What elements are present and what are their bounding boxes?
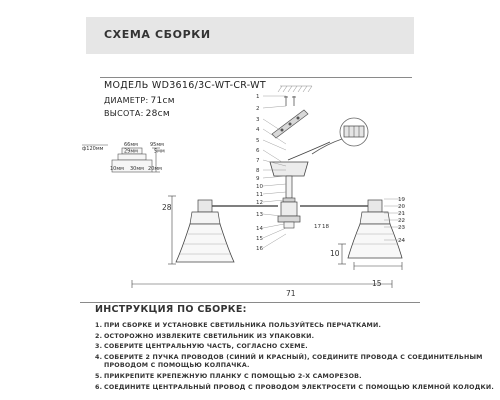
step-text: СОБЕРИТЕ ЦЕНТРАЛЬНУЮ ЧАСТЬ, СОГЛАСНО СХЕМЕ. <box>104 343 308 351</box>
part-number-label: 9 <box>256 176 260 182</box>
step-text: ПРИКРЕПИТЕ КРЕПЕЖНУЮ ПЛАНКУ С ПОМОЩЬЮ 2-Х САМОРЕЗОВ. <box>104 373 362 381</box>
dim-width: 71 <box>286 289 296 298</box>
dim-label: ф120мм <box>82 146 104 152</box>
dim-label: 95мм <box>150 142 164 148</box>
instruction-step <box>95 354 483 371</box>
leader-line <box>263 140 286 150</box>
power-wire <box>288 142 330 160</box>
divider <box>100 77 412 78</box>
part-number-label: 4 <box>256 127 260 133</box>
part-number-label: 13 <box>256 212 263 218</box>
leader-line <box>263 228 286 238</box>
step-text: ОСТОРОЖНО ИЗВЛЕКИТЕ СВЕТИЛЬНИК ИЗ УПАКОВКИ. <box>104 332 315 340</box>
instruction-step <box>95 333 425 341</box>
part-number-label: 21 <box>398 211 405 217</box>
leader-line <box>263 119 280 130</box>
step-number: 2. <box>95 332 103 340</box>
step-text: СОБЕРИТЕ 2 ПУЧКА ПРОВОДОВ (СИНИЙ И КРАСНЫЙ), СОЕДИНИТЕ ПРОВОДА С СОЕДИНИТЕЛЬНЫМ <box>104 354 483 362</box>
assembly-diagram-svg <box>72 84 414 300</box>
part-number-label: 2 <box>256 106 260 112</box>
height-label: ВЫСОТА: <box>104 109 144 118</box>
part-number-label: 17 <box>314 224 321 230</box>
height-value: 28см <box>145 109 170 119</box>
leader-line <box>263 224 284 228</box>
part-number-label: 10 <box>256 184 263 190</box>
part-number-label: 20 <box>398 204 405 210</box>
instruction-step <box>95 373 425 381</box>
instruction-step <box>95 343 425 351</box>
leader-line <box>263 150 282 162</box>
diameter-value: 71см <box>150 96 175 106</box>
leader-line <box>263 192 286 194</box>
part-number-label: 24 <box>398 238 405 244</box>
dim-height: 28 <box>162 203 172 212</box>
step-number: 4. <box>95 354 103 362</box>
mounting-bar <box>272 110 308 138</box>
part-number-label: 23 <box>398 225 405 231</box>
model-code: WD3616/3C-WT-CR-WT <box>151 80 266 91</box>
step-text: ПРИ СБОРКЕ И УСТАНОВКЕ СВЕТИЛЬНИКА ПОЛЬЗУЙТЕСЬ ПЕРЧАТКАМИ. <box>104 322 382 329</box>
dim-shade-height: 10 <box>330 249 340 258</box>
instructions-list <box>95 322 494 394</box>
terminal-block-inset <box>312 118 368 154</box>
dim-label: 10мм <box>110 166 124 172</box>
instruction-step <box>95 322 425 330</box>
step-number: 6. <box>95 383 103 391</box>
part-number-label: 22 <box>398 218 405 224</box>
dim-label: 29мм <box>124 148 138 155</box>
step-text: СОЕДИНИТЕ ЦЕНТРАЛЬНЫЙ ПРОВОД С ПРОВОДОМ ЭЛЕКТРОСЕТИ С ПОМОЩЬЮ КЛЕМНОЙ КОЛОДКИ. <box>104 383 494 391</box>
screws <box>284 96 296 106</box>
dim-label: 5мм <box>154 148 165 155</box>
part-number-label: 7 <box>256 158 260 164</box>
assembly-diagram <box>72 84 414 300</box>
part-number-label: 3 <box>256 117 260 123</box>
diameter-label: ДИАМЕТР: <box>104 96 149 105</box>
part-number-label: 12 <box>256 200 263 206</box>
step-number: 5. <box>95 373 103 381</box>
part-number-label: 16 <box>256 246 263 252</box>
header-bar <box>86 17 414 54</box>
ceiling-hatch <box>278 86 312 92</box>
step-text-continued: ПРОВОДОМ С ПОМОЩЬЮ КОЛПАЧКА. <box>104 362 250 370</box>
part-number-label: 18 <box>322 224 329 230</box>
part-number-label: 6 <box>256 148 260 154</box>
leader-line <box>263 184 286 186</box>
part-number-label: 15 <box>256 236 263 242</box>
page-title: СХЕМА СБОРКИ <box>104 28 211 41</box>
part-number-label: 8 <box>256 168 260 174</box>
right-lamp <box>348 200 402 258</box>
leader-line <box>263 214 282 216</box>
dim-shade-width: 15 <box>372 279 382 288</box>
instruction-step <box>95 383 494 392</box>
canopy <box>270 162 308 202</box>
dim-label: 30мм <box>130 166 144 172</box>
part-number-label: 1 <box>256 94 260 100</box>
part-number-label: 5 <box>256 138 260 144</box>
dim-label: 20мм <box>148 166 162 172</box>
part-number-label: 19 <box>398 197 405 203</box>
instructions-title: ИНСТРУКЦИЯ ПО СБОРКЕ: <box>95 304 247 315</box>
part-number-label: 14 <box>256 226 263 232</box>
leader-line <box>263 234 286 248</box>
left-lamp <box>176 200 234 262</box>
central-hub <box>278 202 300 228</box>
part-number-label: 11 <box>256 192 263 198</box>
divider <box>80 302 420 303</box>
step-number: 3. <box>95 343 103 351</box>
model-label: МОДЕЛЬ <box>104 80 149 91</box>
leader-line <box>263 106 286 108</box>
step-number: 1. <box>95 322 103 329</box>
dim-label: 66мм <box>124 142 138 148</box>
